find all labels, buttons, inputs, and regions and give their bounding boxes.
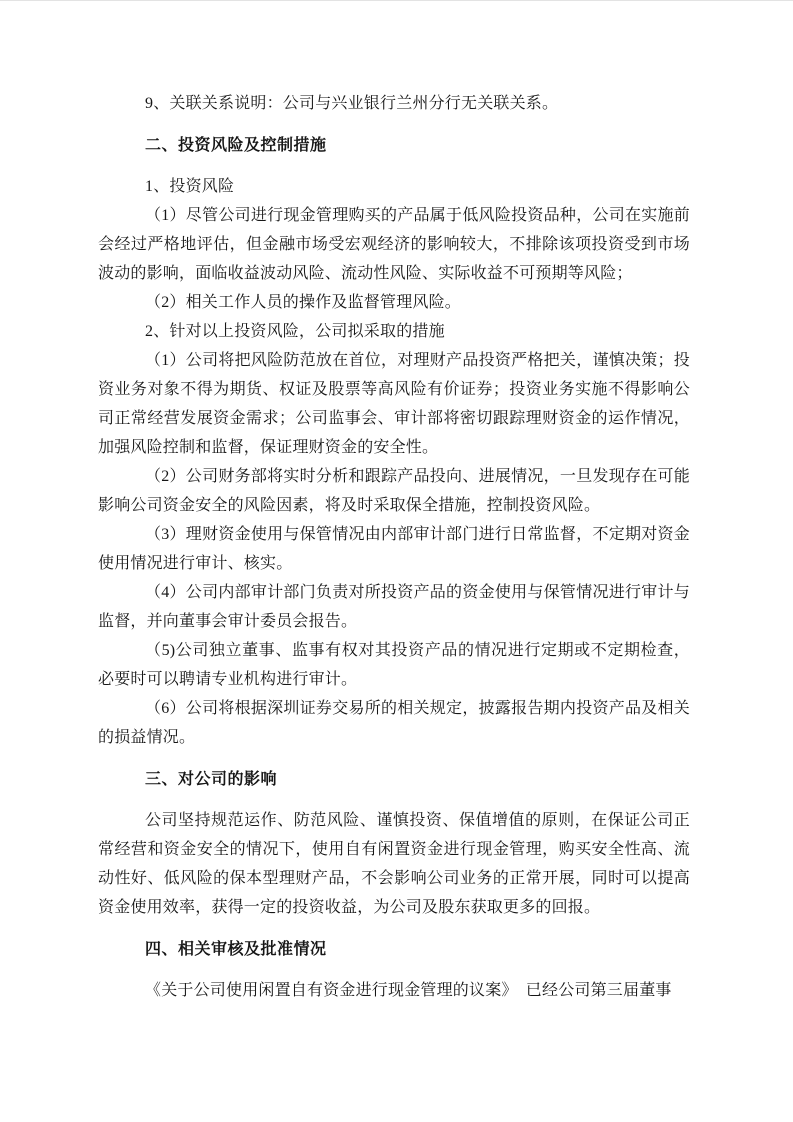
paragraph: 2、针对以上投资风险，公司拟采取的措施 (145, 323, 445, 340)
paragraph: （1）公司将把风险防范放在首位，对理财产品投资严格把关，谨慎决策；投资业务对象不得为期货、权证及股票等高风险有价证券；投资业务实施不得影响公司正常经营发展资金需求；公司监事会、审计部将密切跟踪理财资金的运作情况，加强风险控制和监督，保证理财资金的安全性。 (98, 352, 690, 456)
paragraph: 9、关联关系说明：公司与兴业银行兰州分行无关联关系。 (145, 95, 559, 112)
paragraph: （4）公司内部审计部门负责对所投资产品的资金使用与保管情况进行审计与监督，并向董事会审计委员会报告。 (98, 584, 690, 630)
document-body (98, 89, 690, 1005)
paragraph: （5)公司独立董事、监事有权对其投资产品的情况进行定期或不定期检查，必要时可以聘请专业机构进行审计。 (98, 642, 690, 688)
paragraph: 公司坚持规范运作、防范风险、谨慎投资、保值增值的原则，在保证公司正常经营和资金安全的情况下，使用自有闲置资金进行现金管理，购买安全性高、流动性好、低风险的保本型理财产品，不会影响公司业务的正常开展，同时可以提高资金使用效率，获得一定的投资收益，为公司及股东获取更多的回报。 (98, 812, 690, 916)
paragraph: （6）公司将根据深圳证券交易所的相关规定，披露报告期内投资产品及相关的损益情况。 (98, 700, 690, 746)
section-heading: 四、相关审核及批准情况 (145, 941, 327, 958)
paragraph: （1）尽管公司进行现金管理购买的产品属于低风险投资品种，公司在实施前会经过严格地评估，但金融市场受宏观经济的影响较大，不排除该项投资受到市场波动的影响，面临收益波动风险、流动性风险、实际收益不可预期等风险； (98, 207, 690, 282)
paragraph: （2）相关工作人员的操作及监督管理风险。 (145, 294, 462, 311)
paragraph: （2）公司财务部将实时分析和跟踪产品投向、进展情况，一旦发现存在可能影响公司资金安全的风险因素，将及时采取保全措施，控制投资风险。 (98, 468, 690, 514)
paragraph: 《关于公司使用闲置自有资金进行现金管理的议案》 已经公司第三届董事 (145, 982, 672, 999)
paragraph: （3）理财资金使用与保管情况由内部审计部门进行日常监督，不定期对资金使用情况进行审计、核实。 (98, 526, 690, 572)
section-heading: 二、投资风险及控制措施 (145, 137, 327, 154)
paragraph: 1、投资风险 (145, 178, 235, 195)
section-heading: 三、对公司的影响 (145, 771, 278, 788)
